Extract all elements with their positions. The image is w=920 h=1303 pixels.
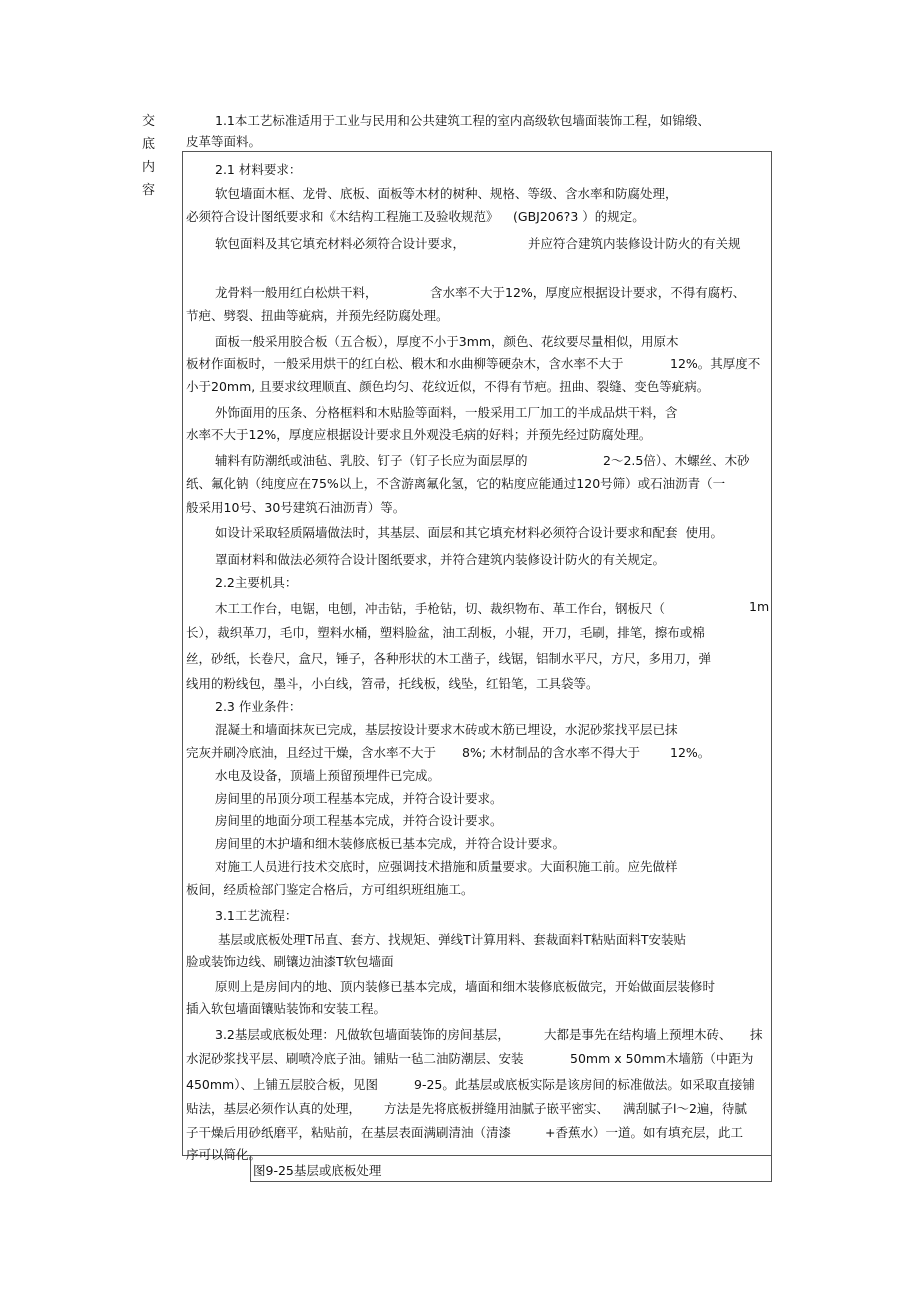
side-label-char: 底 (142, 137, 156, 152)
side-label-char: 容 (142, 183, 156, 198)
text-line-segment: 2～2.5倍）、木螺丝、木砂 (603, 453, 750, 468)
text-line: 般采用10号、30号建筑石油沥青）等。 (186, 500, 406, 515)
text-line: 龙骨料一般用红白松烘干料， (215, 285, 378, 300)
text-line: 2.2主要机具： (215, 575, 298, 590)
text-line: 子干燥后用砂纸磨平，粘贴前，在基层表面满刷清油（清漆 (186, 1125, 512, 1140)
text-line: 450mm）、上铺五层胶合板，见图 (186, 1077, 378, 1092)
text-line: 序可以简化。 (186, 1147, 262, 1162)
text-line-segment: 12%。其厚度不 (670, 356, 761, 371)
text-line-segment: 大都是事先在结构墙上预埋木砖、 (544, 1027, 732, 1042)
text-line: 线用的粉线包，墨斗，小白线，笤帚，托线板，线坠，红铅笔，工具袋等。 (186, 676, 599, 691)
text-line: 水电及设备，顶墙上预留预埋件已完成。 (215, 768, 441, 783)
side-label-char: 交 (142, 114, 156, 129)
figure-caption: 图9-25基层或底板处理 (253, 1163, 382, 1178)
text-line: 对施工人员进行技术交底时，应强调技术措施和质量要求。大面积施工前。应先做样 (215, 859, 678, 874)
intro-line: 皮革等面料。 (186, 134, 262, 149)
text-line: 2.1 材料要求： (215, 162, 302, 177)
text-line: 插入软包墙面镶贴装饰和安装工程。 (186, 1001, 387, 1016)
text-line-segment: (GBJ206?3 ）的规定。 (513, 209, 645, 224)
side-label-char: 内 (142, 160, 156, 175)
text-line: 水率不大于12%，厚度应根据设计要求且外观没毛病的好料；并预先经过防腐处理。 (186, 427, 652, 442)
text-line: 房间里的木护墙和细木装修底板已基本完成，并符合设计要求。 (215, 836, 566, 851)
text-line-segment: 8%; 木材制品的含水率不得大于 (462, 745, 641, 760)
intro-line: 1.1本工艺标准适用于工业与民用和公共建筑工程的室内高级软包墙面装饰工程，如锦缎、 (215, 113, 710, 128)
text-line: 丝，砂纸，长卷尺，盒尺，锤子，各种形状的木工凿子，线锯，铝制水平尺，方尺，多用刀，弹 (186, 651, 712, 666)
text-line: 辅料有防潮纸或油毡、乳胶、钉子（钉子长应为面层厚的 (215, 453, 528, 468)
text-line: 满刮腻子l～2遍，待腻 (623, 1101, 747, 1116)
text-line-segment: 方法是先将底板拼缝用油腻子嵌平密实、 (384, 1101, 610, 1116)
text-line-segment: 9-25。此基层或底板实际是该房间的标准做法。如采取直接铺 (414, 1077, 755, 1092)
figure-caption-box (250, 1156, 772, 1182)
text-line: 水泥砂浆找平层、刷喷冷底子油。铺贴一毡二油防潮层、安装 (186, 1051, 524, 1066)
text-line: 房间里的吊顶分项工程基本完成，并符合设计要求。 (215, 791, 503, 806)
text-line: 软包墙面木框、龙骨、底板、面板等木材的树种、规格、等级、含水率和防腐处理， (215, 186, 678, 201)
text-line: 小于20mm, 且要求纹理顺直、颜色均匀、花纹近似，不得有节疤。扭曲、裂缝、变色等疵病。 (186, 379, 710, 394)
text-line: 长），裁织革刀，毛巾，塑料水桶，塑料脸盆，油工刮板，小辊，开刀，毛刷，排笔，擦布或棉 (186, 625, 705, 640)
text-line: 3.1工艺流程： (215, 908, 298, 923)
text-line: 软包面料及其它填充材料必须符合设计要求， (215, 236, 466, 251)
text-line: 外饰面用的压条、分格框料和木贴脸等面料，一般采用工厂加工的半成品烘干料，含 (215, 405, 678, 420)
text-line: 原则上是房间内的地、顶内装修已基本完成，墙面和细木装修底板做完，开始做面层装修时 (215, 979, 716, 994)
text-line-segment: +香蕉水）一道。如有填充层，此工 (545, 1125, 743, 1140)
text-line: 混凝土和墙面抹灰已完成，基层按设计要求木砖或木筋已埋设，水泥砂浆找平层已抹 (215, 722, 678, 737)
text-line: 必须符合设计图纸要求和《木结构工程施工及验收规范》 (186, 209, 499, 224)
text-line: 木工工作台，电锯，电刨，冲击钻，手枪钻，切、裁织物布、革工作台，钢板尺（ (215, 601, 666, 616)
text-line: 面板一般采用胶合板（五合板），厚度不小于3mm，颜色、花纹要尽量相似，用原木 (215, 334, 679, 349)
text-line: 完灰并刷冷底油，且经过干燥，含水率不大于 (186, 745, 437, 760)
text-line: 抹 (750, 1027, 763, 1042)
text-line: 基层或底板处理T吊直、套方、找规矩、弹线T计算用料、套裁面料T粘贴面料T安装贴 (218, 932, 687, 947)
text-line: 3.2基层或底板处理：凡做软包墙面装饰的房间基层， (215, 1027, 510, 1042)
text-line: 如设计采取轻质隔墙做法时，其基层、面层和其它填充材料必须符合设计要求和配套 使用。 (215, 525, 723, 540)
text-line-segment: 50mm x 50mm木墙筋（中距为 (570, 1051, 754, 1066)
text-line: 贴法，基层必须作认真的处理， (186, 1101, 362, 1116)
side-label (142, 110, 158, 202)
text-line: 纸、氟化钠（纯度应在75%以上，不含游离氟化氢，它的粘度应能通过120号筛）或石油沥青（一 (186, 476, 726, 491)
text-line: 罩面材料和做法必须符合设计图纸要求，并符合建筑内装修设计防火的有关规定。 (215, 552, 666, 567)
text-line: 节疤、劈裂、扭曲等疵病，并预先经防腐处理。 (186, 308, 449, 323)
text-line: 房间里的地面分项工程基本完成，并符合设计要求。 (215, 813, 503, 828)
text-line: 2.3 作业条件： (215, 699, 302, 714)
text-line-segment: 含水率不大于12%，厚度应根据设计要求，不得有腐朽、 (430, 285, 746, 300)
text-line-segment: 1m (749, 599, 770, 614)
intro-paragraph (186, 110, 776, 152)
text-line: 脸或装饰边线、刷镶边油漆T软包墙面 (186, 954, 394, 969)
text-line-segment: 并应符合建筑内装修设计防火的有关规 (528, 236, 741, 251)
text-line: 板材作面板时，一般采用烘干的红白松、椴木和水曲柳等硬杂木，含水率不大于 (186, 356, 624, 371)
text-line: 12%。 (670, 745, 711, 760)
text-line: 板间，经质检部门鉴定合格后，方可组织班组施工。 (186, 882, 474, 897)
